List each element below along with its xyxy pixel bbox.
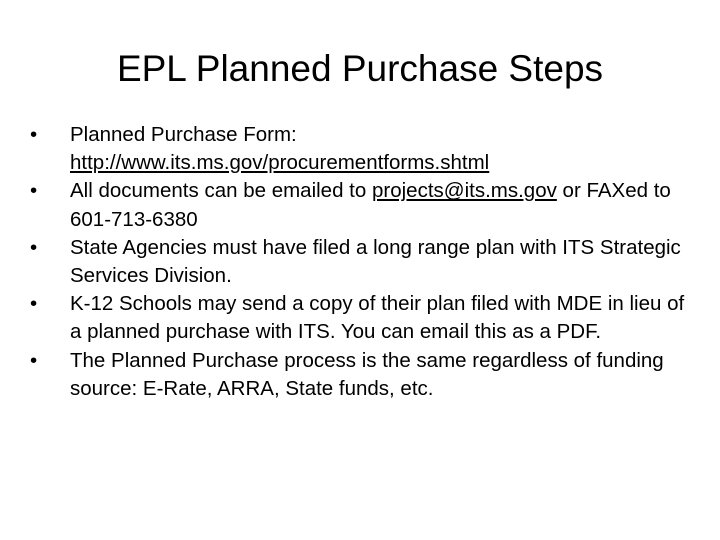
bullet-icon: • bbox=[30, 123, 38, 146]
bullet-text: K-12 Schools may send a copy of their plan filed with MDE in lieu of a planned purchase with ITS. You can email this as a PDF. bbox=[70, 292, 685, 344]
bullet-icon: • bbox=[30, 179, 38, 203]
bullet-list bbox=[26, 121, 696, 403]
bullet-text: All documents can be emailed to bbox=[70, 179, 372, 203]
bullet-item-email bbox=[26, 177, 696, 233]
bullet-text: Planned Purchase Form: bbox=[70, 123, 297, 146]
bullet-item-k12-schools bbox=[26, 290, 696, 346]
bullet-item-state-agencies bbox=[26, 234, 696, 290]
bullet-icon: • bbox=[30, 235, 38, 259]
bullet-item-process bbox=[26, 347, 696, 403]
bullet-icon: • bbox=[30, 292, 38, 316]
projects-email-link[interactable]: projects@its.ms.gov bbox=[371, 179, 557, 203]
bullet-text: The Planned Purchase process is the same regardless of funding source: E-Rate, ARRA, State funds, etc. bbox=[70, 348, 664, 400]
bullet-text-after: or FAXed to 601-713-6380 bbox=[70, 179, 671, 231]
slide-title: EPL Planned Purchase Steps bbox=[116, 48, 604, 89]
bullet-text: State Agencies must have filed a long range plan with ITS Strategic Services Division. bbox=[70, 235, 681, 288]
bullet-item-form bbox=[26, 121, 696, 177]
procurement-forms-link[interactable]: http://www.its.ms.gov/procurementforms.shtml bbox=[70, 151, 490, 175]
bullet-icon: • bbox=[30, 348, 38, 372]
